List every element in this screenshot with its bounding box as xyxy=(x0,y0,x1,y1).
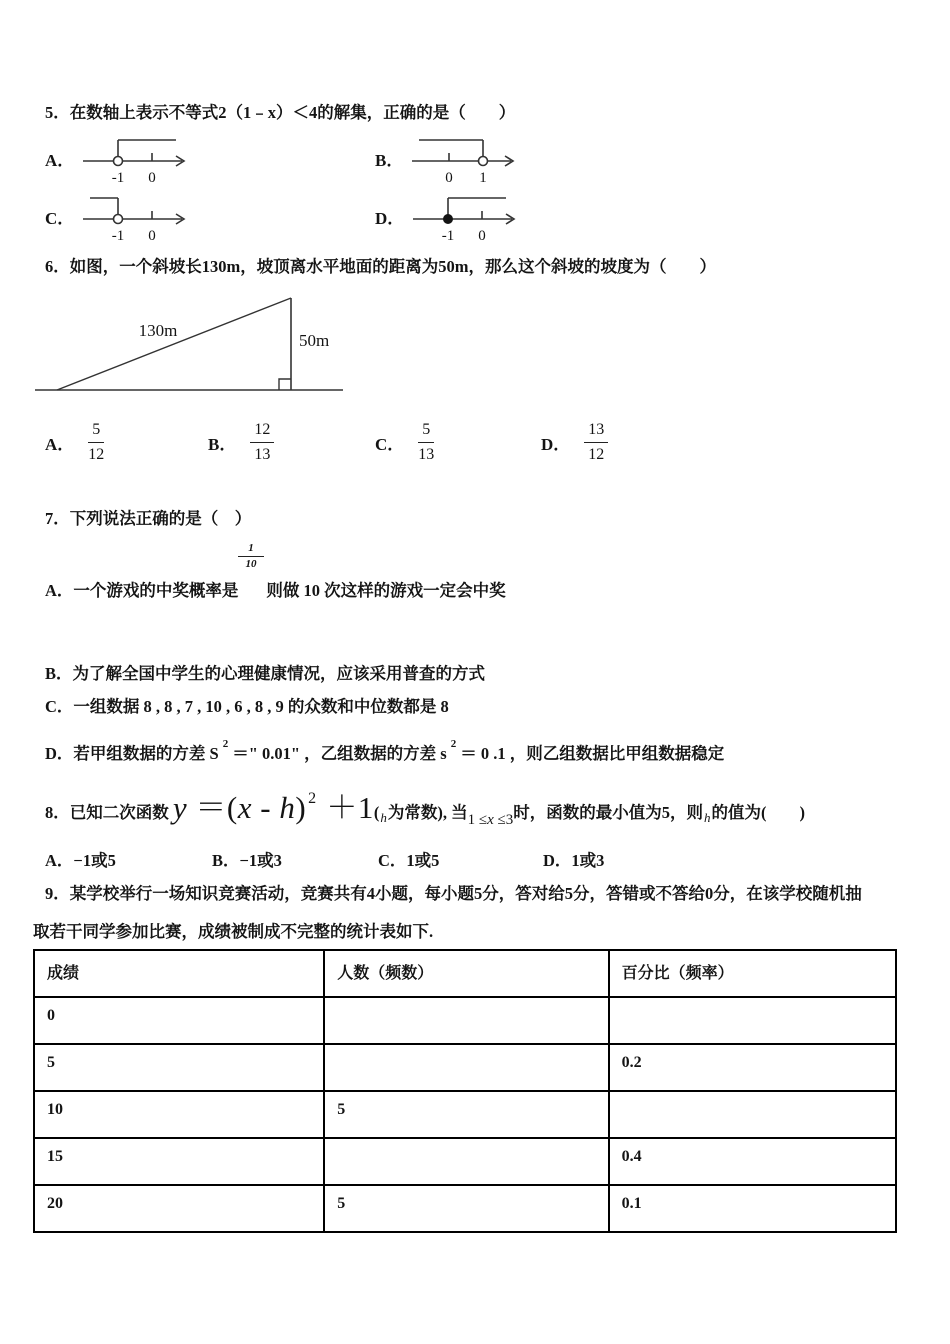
q5-option-d xyxy=(375,188,522,249)
option-label: D． xyxy=(375,209,405,228)
text-segment: D．若甲组数据的方差 S xyxy=(45,744,219,763)
text-segment: h xyxy=(279,790,296,825)
option-label: A． xyxy=(45,435,75,454)
q5-option-c xyxy=(45,188,192,249)
table-cell: 0.2 xyxy=(609,1044,896,1091)
q7-option-b: B．为了解全国中学生的心理健康情况，应该采用普查的方式 xyxy=(45,664,486,683)
svg-text:0: 0 xyxy=(148,228,157,244)
table-cell: 20 xyxy=(34,1185,324,1232)
question-5-stem: 5．在数轴上表示不等式2（1﹣x）＜4的解集，正确的是（ ） xyxy=(45,103,516,122)
option-label: B． xyxy=(208,435,237,454)
question-9-text-line1: 9．某学校举行一场知识竞赛活动，竞赛共有4小题，每小题5分，答对给5分，答错或不答给0分，在该学校随机抽 xyxy=(45,884,862,903)
numerator: 1 xyxy=(238,542,264,557)
q8-option-d: D．1或3 xyxy=(543,851,605,870)
svg-text:0: 0 xyxy=(478,228,487,244)
text-segment: ≤3 xyxy=(493,812,514,828)
text-segment: y xyxy=(172,790,188,825)
table-header-row xyxy=(34,950,896,997)
question-8-formula xyxy=(45,782,805,827)
question-6-stem: 6．如图，一个斜坡长130m，坡顶离水平地面的距离为50m，那么这个斜坡的坡度为（ ） xyxy=(45,257,716,276)
q8-option-a: A．−1或5 xyxy=(45,851,116,870)
table-row xyxy=(34,997,896,1044)
text-segment: 2 xyxy=(308,790,317,807)
q5-option-b xyxy=(375,130,521,191)
table-cell: 5 xyxy=(324,1185,608,1232)
fraction xyxy=(418,420,434,465)
text-segment: ＝" 0.01" ，乙组数据的方差 s xyxy=(232,744,447,763)
q7-option-d xyxy=(45,740,724,764)
text-segment: ) xyxy=(295,790,307,825)
text-segment: 2 xyxy=(222,738,229,750)
hypotenuse-label: 130m xyxy=(138,321,178,340)
table-row xyxy=(34,1185,896,1232)
table-cell: 10 xyxy=(34,1091,324,1138)
q6-option-a xyxy=(45,420,104,465)
q6-option-c xyxy=(375,420,434,465)
table-cell: 5 xyxy=(34,1044,324,1091)
score-table xyxy=(33,949,897,1233)
table-cell xyxy=(609,997,896,1044)
text-segment: x xyxy=(487,812,494,828)
height-label: 50m xyxy=(299,331,330,350)
q7-option-a-fraction xyxy=(238,542,264,571)
text-segment: ＋1 xyxy=(318,790,374,825)
q5-option-a xyxy=(45,130,192,191)
table-cell: 15 xyxy=(34,1138,324,1185)
table-cell: 5 xyxy=(324,1091,608,1138)
table-cell xyxy=(609,1091,896,1138)
svg-text:-1: -1 xyxy=(442,228,455,244)
q7-option-c: C．一组数据 8 , 8 , 7 , 10 , 6 , 8 , 9 的众数和中位数都是 8 xyxy=(45,697,449,716)
text-segment: ＝( xyxy=(187,790,238,825)
col-header-percentage: 百分比（频率） xyxy=(609,950,896,997)
table-cell xyxy=(324,997,608,1044)
fraction xyxy=(250,420,274,465)
text-segment: h xyxy=(704,810,711,825)
q7-option-a-text-after: 则做 10 次这样的游戏一定会中奖 xyxy=(266,581,506,600)
right-angle-mark xyxy=(279,379,291,390)
table-row xyxy=(34,1138,896,1185)
question-7-stem: 7．下列说法正确的是（ ） xyxy=(45,509,252,528)
numberline-figure-a xyxy=(82,130,192,191)
svg-text:-1: -1 xyxy=(112,170,125,186)
text-segment: 2 xyxy=(450,738,457,750)
svg-text:0: 0 xyxy=(148,170,157,186)
numberline-figure-d xyxy=(412,188,522,249)
numerator: 13 xyxy=(584,420,608,443)
option-label: C． xyxy=(375,435,405,454)
q8-option-b: B．−1或3 xyxy=(212,851,282,870)
table-row xyxy=(34,1091,896,1138)
text-segment: 为常数), 当 xyxy=(387,803,468,822)
table-cell: 0.4 xyxy=(609,1138,896,1185)
text-segment: x xyxy=(237,790,252,825)
q7-option-a-text-before: A．一个游戏的中奖概率是 xyxy=(45,581,239,600)
numberline-figure-b xyxy=(411,130,521,191)
text-segment: h xyxy=(380,810,387,825)
denominator: 10 xyxy=(245,558,257,570)
fraction xyxy=(88,420,104,465)
option-label: D． xyxy=(541,435,571,454)
svg-text:0: 0 xyxy=(445,170,454,186)
text-segment: 1 ≤ xyxy=(467,812,488,828)
table-row xyxy=(34,1044,896,1091)
table-cell: 0 xyxy=(34,997,324,1044)
denominator: 12 xyxy=(88,446,105,463)
denominator: 13 xyxy=(254,446,271,463)
option-label: C． xyxy=(45,209,75,228)
svg-text:1: 1 xyxy=(479,170,488,186)
q8-option-c: C．1或5 xyxy=(378,851,440,870)
svg-text:-1: -1 xyxy=(112,228,125,244)
option-label: B． xyxy=(375,151,404,170)
denominator: 12 xyxy=(588,446,605,463)
table-cell: 0.1 xyxy=(609,1185,896,1232)
text-segment: ＝ 0 .1 ，则乙组数据比甲组数据稳定 xyxy=(460,744,725,763)
col-header-frequency: 人数（频数） xyxy=(324,950,608,997)
numberline-figure-c xyxy=(82,188,192,249)
numerator: 5 xyxy=(418,420,434,443)
text-segment: - xyxy=(251,790,280,825)
table-cell xyxy=(324,1044,608,1091)
q6-slope-figure xyxy=(33,290,353,400)
text-segment: 时，函数的最小值为5，则 xyxy=(513,803,704,822)
q7-option-a xyxy=(45,542,805,601)
question-9-text-line2: 取若干同学参加比赛，成绩被制成不完整的统计表如下. xyxy=(33,922,434,941)
numerator: 12 xyxy=(250,420,274,443)
col-header-score: 成绩 xyxy=(34,950,324,997)
table-cell xyxy=(324,1138,608,1185)
option-label: A． xyxy=(45,151,75,170)
numerator: 5 xyxy=(88,420,104,443)
text-segment: 8．已知二次函数 xyxy=(45,803,173,822)
text-segment: ( xyxy=(373,803,380,822)
q6-option-b xyxy=(208,420,274,465)
denominator: 13 xyxy=(418,446,435,463)
text-segment: 的值为( ) xyxy=(711,803,806,822)
fraction xyxy=(584,420,608,465)
q6-option-d xyxy=(541,420,608,465)
